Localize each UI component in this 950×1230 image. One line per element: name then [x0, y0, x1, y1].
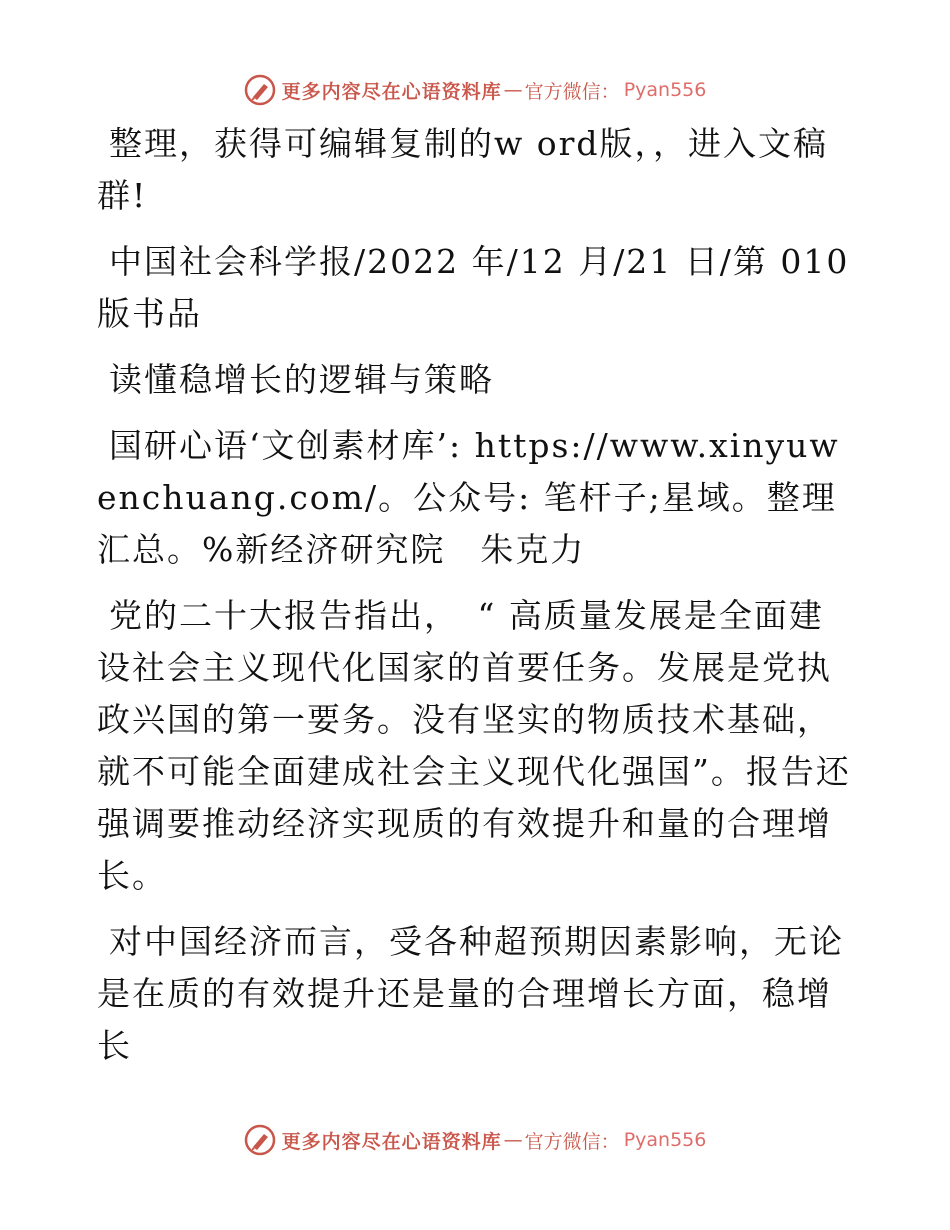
watermark-dash: —: [503, 79, 523, 101]
paragraph-credits: 国研心语‘文创素材库’: https://www.xinyuwenchuang.com/。公众号: 笔杆子;星域。整理汇总。%新经济研究院 朱克力: [97, 426, 840, 569]
paragraph-source: 中国社会科学报/2022 年/12 月/21 日/第 010 版书品: [97, 242, 850, 333]
watermark-site-text: 更多内容尽在心语资料库: [281, 80, 502, 103]
paragraph-body-2: 对中国经济而言，受各种超预期因素影响，无论是在质的有效提升还是量的合理增长方面，稳增长: [97, 922, 844, 1065]
paragraph-intro: 整理，获得可编辑复制的w ord版，，进入文稿群!: [97, 124, 829, 215]
pen-logo-icon: [244, 1124, 276, 1156]
watermark-wechat-label: 官方微信：: [524, 80, 620, 103]
paragraph-body-1: 党的二十大报告指出， “ 高质量发展是全面建设社会主义现代化国家的首要任务。发展是党执政兴国的第一要务。没有坚实的物质技术基础，就不可能全面建成社会主义现代化强国”。报告还强调要推动经济实现质的有效提升和量的合理增长。: [97, 596, 851, 895]
watermark-wechat-id: Pyan556: [623, 79, 707, 101]
header-watermark: [0, 70, 950, 110]
pen-logo-icon: [244, 74, 276, 106]
watermark-dash: —: [503, 1129, 523, 1151]
footer-watermark: [0, 1120, 950, 1160]
article-title: 读懂稳增长的逻辑与策略: [109, 360, 494, 399]
watermark-site-text: 更多内容尽在心语资料库: [281, 1130, 502, 1153]
watermark-wechat-label: 官方微信：: [524, 1130, 620, 1153]
document-body: [97, 118, 855, 1086]
watermark-wechat-id: Pyan556: [623, 1129, 707, 1151]
